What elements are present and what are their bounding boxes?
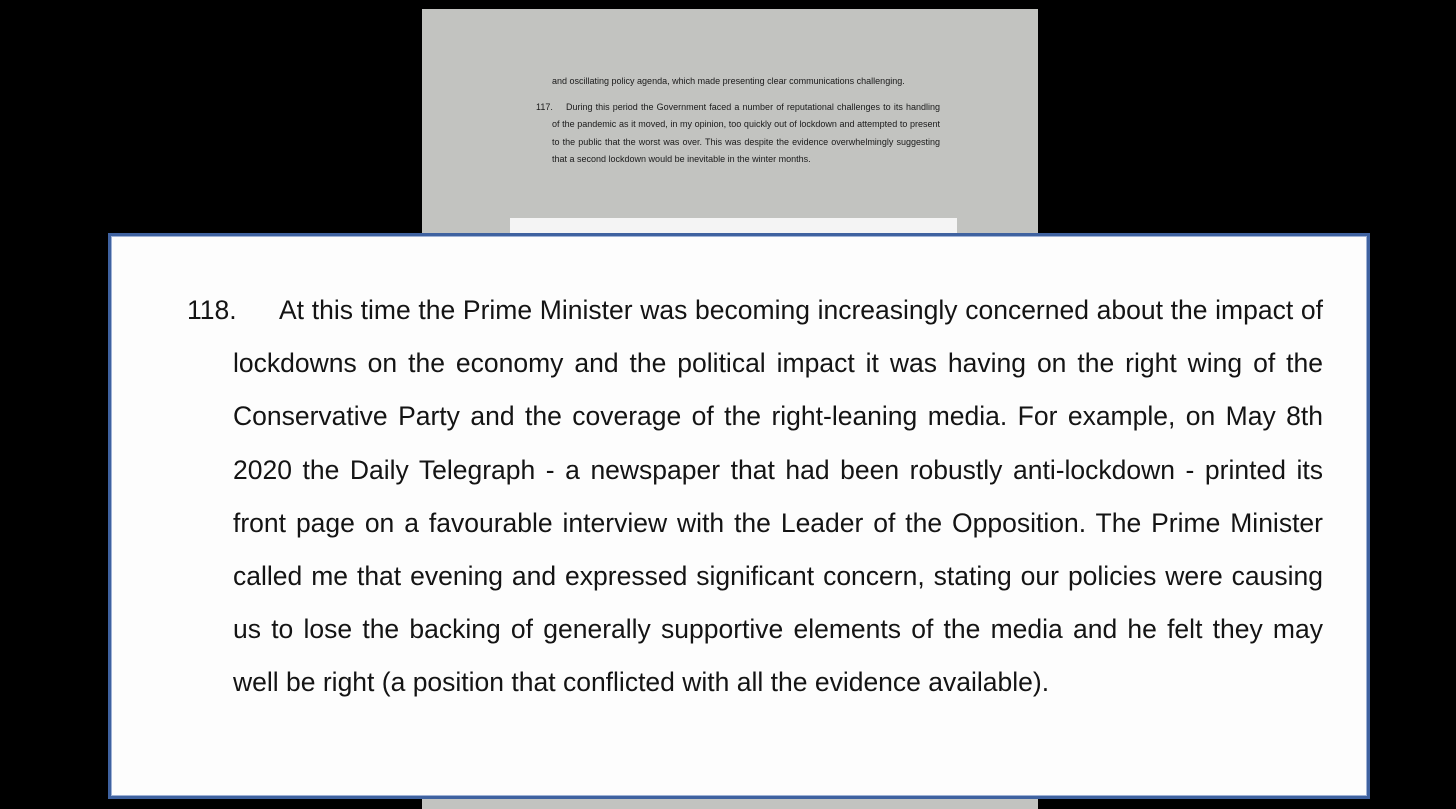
background-document-text [536,73,940,169]
paragraph-continuation: and oscillating policy agenda, which made presenting clear communications challenging. [552,76,905,86]
zoomed-excerpt-box [108,233,1370,799]
paragraph-117-number: 117. [536,101,553,112]
paragraph-118-number: 118. [187,295,237,325]
paragraph-117-text: During this period the Government faced a number of reputational challenges to its handling of the pandemic as it moved, in my opinion, too quickly out of lockdown and attempted to present to the public that the worst was over. This was despite the evidence overwhelmingly suggesting that a second lockdown would be inevitable in the winter months. [552,101,940,165]
paragraph-117 [536,99,940,169]
paragraph-118-text: At this time the Prime Minister was becoming increasingly concerned about the impact of lockdowns on the economy and the political impact it was having on the right wing of the Conservative Party and the coverage of the right-leaning media. For example, on May 8th 2020 the Daily Telegraph - a newspaper that had been robustly anti-lockdown - printed its front page on a favourable interview with the Leader of the Opposition. The Prime Minister called me that evening and expressed significant concern, stating our policies were causing us to lose the backing of generally supportive elements of the media and he felt they may well be right (a position that conflicted with all the evidence available). [233,295,1323,698]
paragraph-118 [187,284,1323,710]
